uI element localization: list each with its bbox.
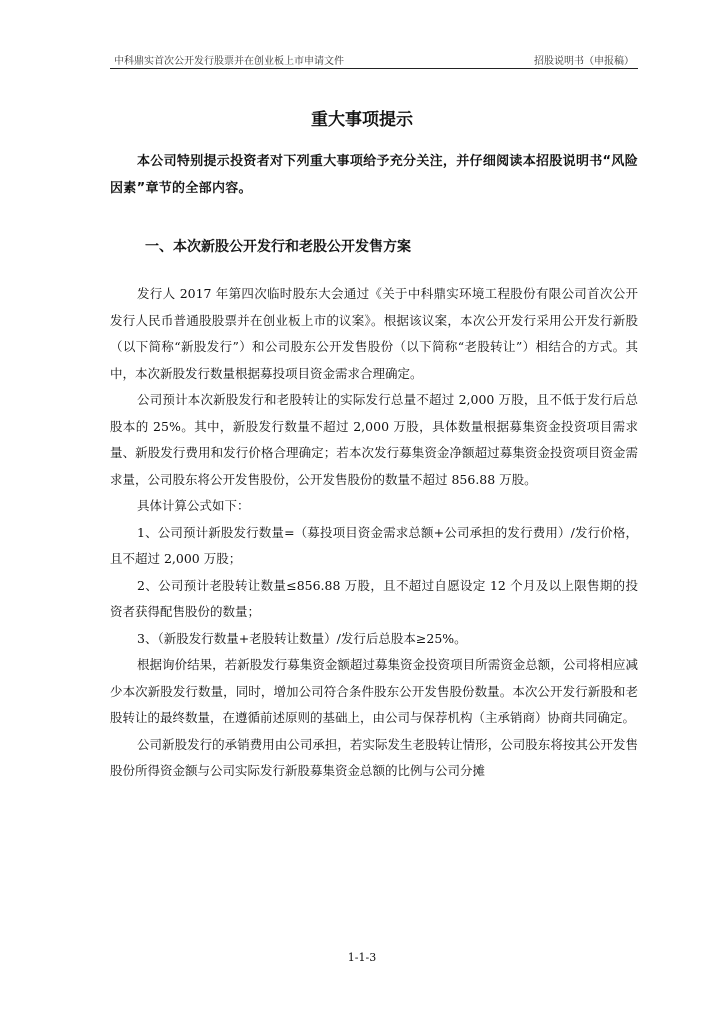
paragraph: 发行人 2017 年第四次临时股东大会通过《关于中科鼎实环境工程股份有限公司首次公开发行人民币普通股股票并在创业板上市的议案》。根据该议案，本次公开发行采用公开发行新股（以下简称“新股发行”）和公司股东公开发售股份（以下简称“老股转让”）相结合的方式。其中，本次新股发行数量根据募投项目资金需求合理确定。 (110, 286, 638, 381)
page-title: 重大事项提示 (311, 110, 413, 130)
section-heading: 一、本次新股公开发行和老股公开发售方案 (145, 239, 411, 255)
body-text (110, 281, 638, 785)
page-number: 1-1-3 (347, 951, 377, 964)
intro-notice: 本公司特别提示投资者对下列重大事项给予充分关注，并仔细阅读本招股说明书“风险因素”章节的全部内容。 (110, 154, 638, 196)
paragraph: 具体计算公式如下： (137, 498, 250, 513)
paragraph: 2、公司预计老股转让数量≤856.88 万股，且不超过自愿设定 12 个月及以上限售期的投资者获得配售股份的数量； (110, 577, 638, 619)
page-header (110, 50, 638, 69)
paragraph: 1、公司预计新股发行数量=（募投项目资金需求总额+公司承担的发行费用）/发行价格，且不超过 2,000 万股； (110, 524, 638, 566)
paragraph: 根据询价结果，若新股发行募集资金额超过募集资金投资项目所需资金总额，公司将相应减少本次新股发行数量，同时，增加公司符合条件股东公开发售股份数量。本次公开发行新股和老股转让的最终数量，在遵循前述原则的基础上，由公司与保荐机构（主承销商）协商共同确定。 (110, 657, 638, 725)
header-document-name: 中科鼎实首次公开发行股票并在创业板上市申请文件 (114, 56, 344, 67)
paragraph: 公司预计本次新股发行和老股转让的实际发行总量不超过 2,000 万股，且不低于发行后总股本的 25%。其中，新股发行数量不超过 2,000 万股，具体数量根据募集资金投资项目需求量、新股发行费用和发行价格合理确定；若本次发行募集资金净额超过募集资金投资项目资金需求量，公司股东将公开发售股份，公开发售股份的数量不超过 856.88 万股。 (110, 392, 638, 487)
header-document-type: 招股说明书（申报稿） (534, 56, 634, 67)
paragraph: 公司新股发行的承销费用由公司承担，若实际发生老股转让情形，公司股东将按其公开发售股份所得资金额与公司实际发行新股募集资金总额的比例与公司分摊 (110, 736, 638, 778)
paragraph: 3、（新股发行数量+老股转让数量）/发行后总股本≥25%。 (137, 630, 467, 646)
